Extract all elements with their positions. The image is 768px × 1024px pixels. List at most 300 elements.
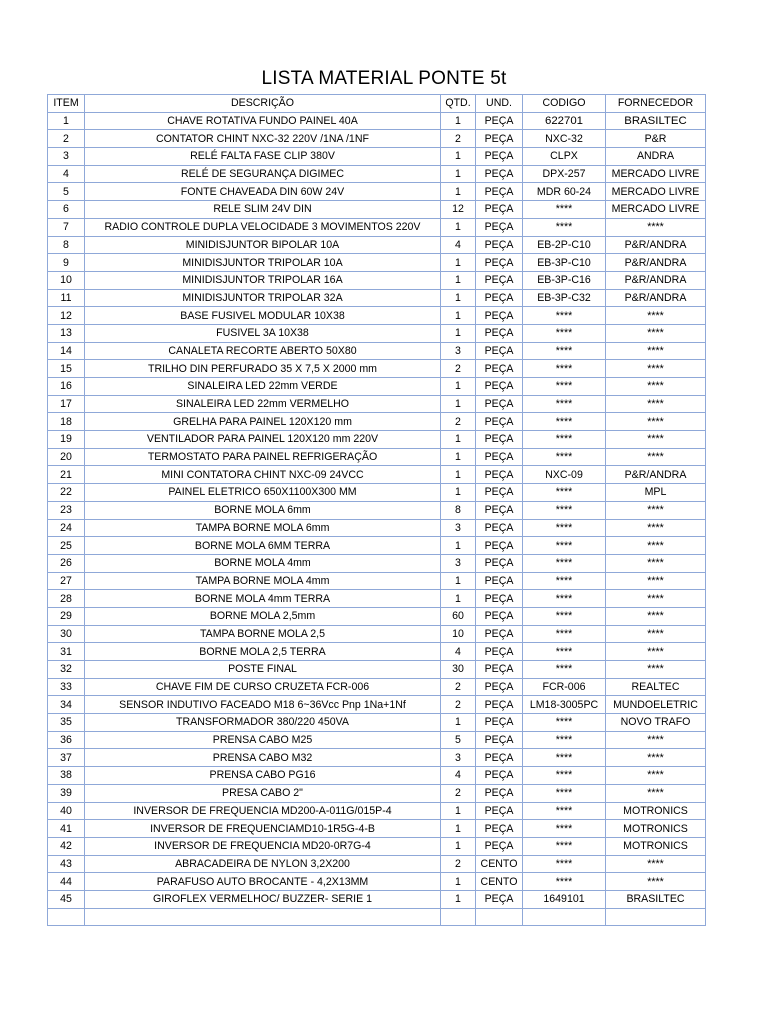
table-row [48,554,706,572]
cell-und: PEÇA [476,378,523,396]
table-row [48,873,706,891]
cell-descricao: SINALEIRA LED 22mm VERDE [85,378,441,396]
cell-und: PEÇA [476,590,523,608]
cell-und: PEÇA [476,148,523,166]
cell-fornecedor: **** [606,590,706,608]
cell-fornecedor: P&R/ANDRA [606,236,706,254]
cell-und: PEÇA [476,130,523,148]
cell-codigo: EB-3P-C10 [523,254,606,272]
cell-item: 39 [48,784,85,802]
cell-qtd: 1 [441,271,476,289]
cell-fornecedor: **** [606,607,706,625]
cell-und: PEÇA [476,431,523,449]
cell-descricao: SINALEIRA LED 22mm VERMELHO [85,395,441,413]
cell-codigo: **** [523,714,606,732]
cell-qtd: 1 [441,324,476,342]
cell-codigo: **** [523,484,606,502]
cell-codigo: **** [523,731,606,749]
cell-descricao: PRENSA CABO M25 [85,731,441,749]
table-row [48,501,706,519]
cell-und: PEÇA [476,218,523,236]
cell-fornecedor: BRASILTEC [606,112,706,130]
cell-qtd: 2 [441,855,476,873]
cell-fornecedor: **** [606,501,706,519]
cell-qtd: 1 [441,183,476,201]
cell-und: PEÇA [476,519,523,537]
header-qtd: QTD. [441,95,476,113]
cell-qtd: 1 [441,218,476,236]
cell-qtd: 1 [441,395,476,413]
cell-und: PEÇA [476,342,523,360]
cell-qtd: 4 [441,643,476,661]
cell-item: 1 [48,112,85,130]
header-descricao: DESCRIÇÃO [85,95,441,113]
cell-item: 22 [48,484,85,502]
cell-item: 27 [48,572,85,590]
table-row [48,289,706,307]
cell-qtd: 60 [441,607,476,625]
cell-und: PEÇA [476,572,523,590]
header-und: UND. [476,95,523,113]
cell-item: 12 [48,307,85,325]
cell-qtd: 3 [441,554,476,572]
table-row [48,820,706,838]
cell-descricao: TAMPA BORNE MOLA 4mm [85,572,441,590]
cell-item: 3 [48,148,85,166]
cell-codigo: **** [523,395,606,413]
cell-und: PEÇA [476,183,523,201]
cell-descricao [85,908,441,926]
cell-codigo: **** [523,537,606,555]
cell-qtd: 1 [441,378,476,396]
cell-codigo: **** [523,643,606,661]
cell-codigo: EB-3P-C32 [523,289,606,307]
cell-descricao: CHAVE ROTATIVA FUNDO PAINEL 40A [85,112,441,130]
cell-qtd: 1 [441,572,476,590]
cell-item: 24 [48,519,85,537]
cell-qtd: 1 [441,289,476,307]
cell-item: 16 [48,378,85,396]
cell-item: 33 [48,678,85,696]
header-item: ITEM [48,95,85,113]
table-row [48,837,706,855]
cell-descricao: VENTILADOR PARA PAINEL 120X120 mm 220V [85,431,441,449]
cell-descricao: CANALETA RECORTE ABERTO 50X80 [85,342,441,360]
cell-fornecedor: REALTEC [606,678,706,696]
cell-descricao: MINIDISJUNTOR BIPOLAR 10A [85,236,441,254]
cell-descricao: CHAVE FIM DE CURSO CRUZETA FCR-006 [85,678,441,696]
cell-codigo: FCR-006 [523,678,606,696]
table-row [48,767,706,785]
cell-qtd: 5 [441,731,476,749]
cell-und: PEÇA [476,678,523,696]
cell-codigo: **** [523,554,606,572]
cell-codigo: **** [523,378,606,396]
cell-fornecedor: **** [606,395,706,413]
cell-fornecedor: P&R/ANDRA [606,289,706,307]
cell-und: PEÇA [476,802,523,820]
cell-fornecedor: **** [606,767,706,785]
cell-qtd: 4 [441,236,476,254]
cell-item: 25 [48,537,85,555]
table-header-row [48,95,706,113]
cell-und: PEÇA [476,696,523,714]
cell-und: PEÇA [476,837,523,855]
cell-codigo: **** [523,413,606,431]
cell-descricao: BORNE MOLA 6mm [85,501,441,519]
cell-und: PEÇA [476,236,523,254]
table-row [48,643,706,661]
cell-qtd: 2 [441,130,476,148]
table-row [48,183,706,201]
cell-descricao: PRENSA CABO M32 [85,749,441,767]
cell-item: 17 [48,395,85,413]
cell-item: 31 [48,643,85,661]
cell-item: 8 [48,236,85,254]
cell-fornecedor: **** [606,537,706,555]
table-row [48,731,706,749]
cell-codigo: **** [523,360,606,378]
table-row [48,607,706,625]
cell-descricao: TAMPA BORNE MOLA 2,5 [85,625,441,643]
cell-qtd: 1 [441,466,476,484]
table-row [48,714,706,732]
cell-item: 7 [48,218,85,236]
cell-item: 35 [48,714,85,732]
cell-item: 43 [48,855,85,873]
cell-fornecedor: MOTRONICS [606,802,706,820]
document-title: LISTA MATERIAL PONTE 5t [261,68,507,89]
cell-item: 13 [48,324,85,342]
cell-und: PEÇA [476,289,523,307]
cell-item: 30 [48,625,85,643]
cell-codigo: **** [523,431,606,449]
cell-descricao: BORNE MOLA 2,5 TERRA [85,643,441,661]
cell-descricao: FUSIVEL 3A 10X38 [85,324,441,342]
cell-und [476,908,523,926]
cell-descricao: MINIDISJUNTOR TRIPOLAR 32A [85,289,441,307]
cell-descricao: FONTE CHAVEADA DIN 60W 24V [85,183,441,201]
cell-codigo: **** [523,837,606,855]
cell-item: 4 [48,165,85,183]
cell-codigo: **** [523,607,606,625]
cell-codigo: **** [523,767,606,785]
table-row [48,572,706,590]
cell-qtd: 10 [441,625,476,643]
cell-und: PEÇA [476,360,523,378]
cell-descricao: TRILHO DIN PERFURADO 35 X 7,5 X 2000 mm [85,360,441,378]
cell-codigo: **** [523,342,606,360]
cell-qtd: 1 [441,537,476,555]
cell-und: PEÇA [476,307,523,325]
cell-fornecedor: MPL [606,484,706,502]
cell-und: PEÇA [476,661,523,679]
cell-codigo: **** [523,749,606,767]
cell-codigo: MDR 60-24 [523,183,606,201]
cell-qtd: 1 [441,590,476,608]
cell-und: PEÇA [476,784,523,802]
cell-item: 32 [48,661,85,679]
cell-fornecedor: **** [606,431,706,449]
cell-und: PEÇA [476,413,523,431]
cell-und: PEÇA [476,643,523,661]
table-row [48,696,706,714]
cell-fornecedor: **** [606,625,706,643]
cell-codigo: 1649101 [523,890,606,908]
cell-und: PEÇA [476,395,523,413]
cell-item: 28 [48,590,85,608]
cell-item: 29 [48,607,85,625]
cell-descricao: PRESA CABO 2" [85,784,441,802]
cell-descricao: TAMPA BORNE MOLA 6mm [85,519,441,537]
cell-qtd: 12 [441,201,476,219]
cell-descricao: INVERSOR DE FREQUENCIA MD200-A-011G/015P-4 [85,802,441,820]
cell-codigo: CLPX [523,148,606,166]
cell-codigo: NXC-32 [523,130,606,148]
cell-fornecedor: MOTRONICS [606,837,706,855]
cell-descricao: RADIO CONTROLE DUPLA VELOCIDADE 3 MOVIMENTOS 220V [85,218,441,236]
cell-qtd: 1 [441,448,476,466]
cell-codigo: **** [523,201,606,219]
cell-descricao: ABRACADEIRA DE NYLON 3,2X200 [85,855,441,873]
table-row [48,413,706,431]
table-row [48,395,706,413]
cell-fornecedor: **** [606,554,706,572]
cell-qtd: 2 [441,784,476,802]
cell-und: PEÇA [476,554,523,572]
cell-item: 26 [48,554,85,572]
cell-codigo: **** [523,625,606,643]
cell-fornecedor: **** [606,661,706,679]
cell-descricao: BORNE MOLA 4mm TERRA [85,590,441,608]
cell-und: PEÇA [476,890,523,908]
table-row [48,254,706,272]
cell-fornecedor: MUNDOELETRIC [606,696,706,714]
cell-item: 34 [48,696,85,714]
cell-codigo: **** [523,519,606,537]
cell-item: 36 [48,731,85,749]
cell-codigo: 622701 [523,112,606,130]
cell-descricao: RELÉ DE SEGURANÇA DIGIMEC [85,165,441,183]
cell-fornecedor: P&R [606,130,706,148]
cell-qtd: 1 [441,484,476,502]
table-row [48,378,706,396]
cell-qtd: 3 [441,749,476,767]
cell-item: 9 [48,254,85,272]
cell-item: 10 [48,271,85,289]
cell-codigo: **** [523,448,606,466]
cell-item: 42 [48,837,85,855]
cell-und: PEÇA [476,607,523,625]
cell-descricao: BORNE MOLA 6MM TERRA [85,537,441,555]
cell-item: 40 [48,802,85,820]
table-row [48,749,706,767]
cell-fornecedor: **** [606,731,706,749]
cell-und: PEÇA [476,625,523,643]
cell-item: 44 [48,873,85,891]
table-row [48,590,706,608]
cell-qtd [441,908,476,926]
cell-codigo: **** [523,307,606,325]
cell-qtd: 8 [441,501,476,519]
cell-fornecedor: **** [606,855,706,873]
cell-qtd: 4 [441,767,476,785]
cell-item [48,908,85,926]
material-table [47,94,706,926]
table-row [48,165,706,183]
cell-codigo: **** [523,855,606,873]
cell-descricao: SENSOR INDUTIVO FACEADO M18 6~36Vcc Pnp 1Na+1Nf [85,696,441,714]
cell-und: PEÇA [476,448,523,466]
cell-descricao: CONTATOR CHINT NXC-32 220V /1NA /1NF [85,130,441,148]
table-row [48,661,706,679]
cell-und: PEÇA [476,501,523,519]
cell-qtd: 1 [441,165,476,183]
cell-qtd: 1 [441,802,476,820]
cell-item: 20 [48,448,85,466]
cell-fornecedor: MOTRONICS [606,820,706,838]
cell-und: PEÇA [476,731,523,749]
cell-descricao: BORNE MOLA 4mm [85,554,441,572]
table-row [48,890,706,908]
cell-item: 2 [48,130,85,148]
cell-und: PEÇA [476,271,523,289]
cell-descricao: INVERSOR DE FREQUENCIA MD20-0R7G-4 [85,837,441,855]
table-row [48,148,706,166]
cell-qtd: 1 [441,254,476,272]
cell-descricao: RELE SLIM 24V DIN [85,201,441,219]
cell-codigo: **** [523,873,606,891]
cell-codigo: NXC-09 [523,466,606,484]
cell-item: 5 [48,183,85,201]
cell-descricao: MINI CONTATORA CHINT NXC-09 24VCC [85,466,441,484]
table-row [48,908,706,926]
header-codigo: CODIGO [523,95,606,113]
table-row [48,431,706,449]
cell-item: 45 [48,890,85,908]
table-row [48,201,706,219]
cell-fornecedor: **** [606,572,706,590]
cell-und: PEÇA [476,254,523,272]
cell-fornecedor: P&R/ANDRA [606,271,706,289]
cell-fornecedor: **** [606,784,706,802]
header-fornecedor: FORNECEDOR [606,95,706,113]
cell-descricao: RELÉ FALTA FASE CLIP 380V [85,148,441,166]
cell-item: 15 [48,360,85,378]
cell-qtd: 2 [441,413,476,431]
cell-item: 6 [48,201,85,219]
cell-item: 23 [48,501,85,519]
table-row [48,236,706,254]
cell-qtd: 1 [441,714,476,732]
cell-qtd: 1 [441,820,476,838]
cell-fornecedor: **** [606,360,706,378]
cell-item: 11 [48,289,85,307]
cell-item: 14 [48,342,85,360]
cell-fornecedor: **** [606,519,706,537]
table-row [48,784,706,802]
cell-und: PEÇA [476,484,523,502]
cell-qtd: 3 [441,342,476,360]
cell-und: PEÇA [476,820,523,838]
cell-fornecedor: BRASILTEC [606,890,706,908]
table-row [48,625,706,643]
cell-qtd: 30 [441,661,476,679]
cell-fornecedor: **** [606,307,706,325]
cell-descricao: PARAFUSO AUTO BROCANTE - 4,2X13MM [85,873,441,891]
cell-descricao: MINIDISJUNTOR TRIPOLAR 16A [85,271,441,289]
cell-und: PEÇA [476,466,523,484]
cell-fornecedor: P&R/ANDRA [606,254,706,272]
table-row [48,130,706,148]
table-row [48,324,706,342]
cell-qtd: 3 [441,519,476,537]
table-row [48,466,706,484]
cell-qtd: 1 [441,873,476,891]
cell-fornecedor: **** [606,448,706,466]
cell-und: PEÇA [476,324,523,342]
table-body [48,112,706,926]
cell-qtd: 2 [441,678,476,696]
cell-und: PEÇA [476,749,523,767]
cell-item: 19 [48,431,85,449]
cell-descricao: BASE FUSIVEL MODULAR 10X38 [85,307,441,325]
cell-fornecedor: MERCADO LIVRE [606,201,706,219]
cell-und: PEÇA [476,537,523,555]
cell-fornecedor: NOVO TRAFO [606,714,706,732]
cell-descricao: PAINEL ELETRICO 650X1100X300 MM [85,484,441,502]
table-row [48,537,706,555]
cell-und: PEÇA [476,165,523,183]
cell-qtd: 2 [441,360,476,378]
table-row [48,218,706,236]
table-row [48,360,706,378]
cell-descricao: POSTE FINAL [85,661,441,679]
table-row [48,855,706,873]
cell-descricao: MINIDISJUNTOR TRIPOLAR 10A [85,254,441,272]
cell-qtd: 1 [441,837,476,855]
cell-fornecedor: **** [606,873,706,891]
table-row [48,271,706,289]
cell-und: PEÇA [476,714,523,732]
cell-und: CENTO [476,855,523,873]
cell-qtd: 1 [441,148,476,166]
cell-item: 21 [48,466,85,484]
cell-codigo: **** [523,784,606,802]
cell-item: 18 [48,413,85,431]
cell-codigo [523,908,606,926]
cell-fornecedor: **** [606,413,706,431]
cell-fornecedor: **** [606,324,706,342]
cell-qtd: 2 [441,696,476,714]
cell-fornecedor: ANDRA [606,148,706,166]
table-row [48,519,706,537]
cell-codigo: DPX-257 [523,165,606,183]
cell-descricao: INVERSOR DE FREQUENCIAMD10-1R5G-4-B [85,820,441,838]
cell-descricao: BORNE MOLA 2,5mm [85,607,441,625]
cell-fornecedor: **** [606,342,706,360]
cell-qtd: 1 [441,431,476,449]
table-row [48,112,706,130]
cell-codigo: EB-2P-C10 [523,236,606,254]
table-row [48,802,706,820]
cell-und: PEÇA [476,201,523,219]
cell-fornecedor [606,908,706,926]
cell-descricao: GRELHA PARA PAINEL 120X120 mm [85,413,441,431]
table-row [48,307,706,325]
cell-codigo: **** [523,501,606,519]
cell-codigo: **** [523,820,606,838]
